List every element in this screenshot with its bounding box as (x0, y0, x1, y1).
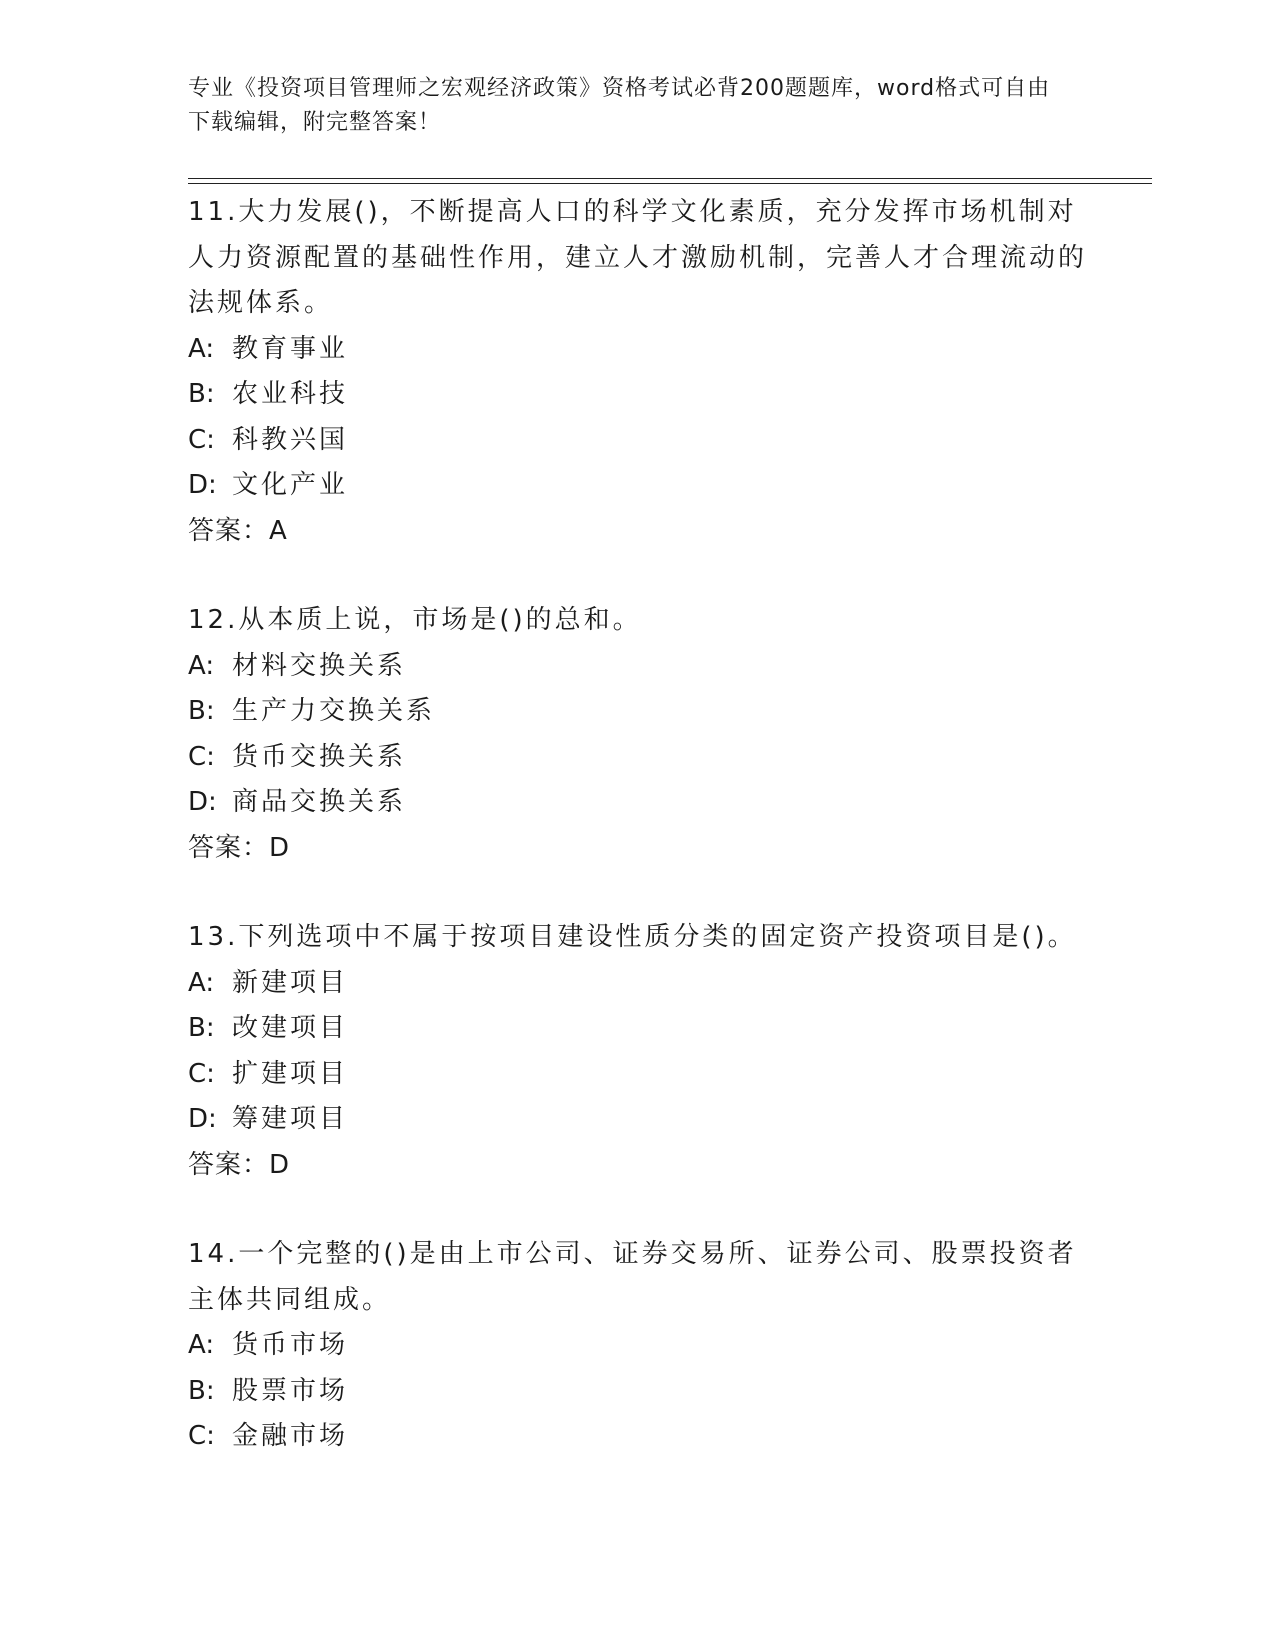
option-c (188, 735, 1088, 781)
option-text: 筹建项目 (232, 1104, 349, 1134)
option-text: 金融市场 (232, 1421, 349, 1451)
document-header: 专业《投资项目管理师之宏观经济政策》资格考试必背200题题库，word格式可自由下载编辑，附完整答案！ (188, 76, 1051, 135)
option-text: 货币交换关系 (232, 741, 407, 772)
answer-text: 答案：D (188, 1149, 291, 1180)
option-letter: B: (188, 379, 215, 409)
option-text: 生产力交换关系 (232, 696, 436, 726)
option-text: 改建项目 (232, 1013, 349, 1043)
option-text: 扩建项目 (232, 1058, 349, 1089)
option-letter: C: (188, 1058, 215, 1089)
question-text: 13.下列选项中不属于按项目建设性质分类的固定资产投资项目是()。 (188, 922, 1077, 952)
option-d (188, 780, 1088, 826)
option-text: 商品交换关系 (232, 787, 407, 817)
option-text: 农业科技 (232, 379, 349, 409)
option-a (188, 644, 1088, 690)
option-letter: D: (188, 1104, 217, 1134)
option-letter: C: (188, 741, 215, 772)
option-b (188, 372, 1088, 418)
option-a (188, 327, 1088, 373)
question-list (188, 190, 1088, 1504)
question-13 (188, 915, 1088, 1188)
option-letter: D: (188, 787, 217, 817)
answer-text: 答案：D (188, 832, 291, 863)
option-b (188, 689, 1088, 735)
option-text: 科教兴国 (232, 424, 349, 455)
option-b (188, 1369, 1088, 1415)
answer-text: 答案：A (188, 515, 288, 546)
option-d (188, 463, 1088, 509)
header-divider-top (188, 178, 1152, 179)
option-d (188, 1097, 1088, 1143)
question-text: 14.一个完整的()是由上市公司、证券交易所、证券公司、股票投资者主体共同组成。 (188, 1239, 1077, 1315)
option-letter: C: (188, 424, 215, 455)
option-letter: C: (188, 1421, 215, 1451)
option-letter: B: (188, 1375, 215, 1406)
option-text: 货币市场 (232, 1330, 349, 1360)
question-14 (188, 1232, 1088, 1460)
option-letter: A: (188, 1330, 215, 1360)
question-11 (188, 190, 1088, 554)
option-c (188, 1414, 1088, 1460)
question-text: 11.大力发展()，不断提高人口的科学文化素质，充分发挥市场机制对人力资源配置的基础性作用，建立人才激励机制，完善人才合理流动的法规体系。 (188, 197, 1088, 318)
option-letter: D: (188, 470, 217, 500)
question-text: 12.从本质上说，市场是()的总和。 (188, 605, 642, 635)
option-text: 股票市场 (232, 1375, 349, 1406)
option-c (188, 1052, 1088, 1098)
header-divider-bottom (188, 183, 1152, 184)
option-b (188, 1006, 1088, 1052)
option-letter: B: (188, 696, 215, 726)
option-text: 教育事业 (232, 333, 349, 364)
option-letter: A: (188, 967, 215, 998)
option-letter: A: (188, 650, 215, 681)
option-a (188, 961, 1088, 1007)
option-letter: B: (188, 1013, 215, 1043)
option-text: 文化产业 (232, 470, 349, 500)
option-a (188, 1323, 1088, 1369)
option-letter: A: (188, 333, 215, 364)
question-12 (188, 598, 1088, 871)
option-text: 新建项目 (232, 967, 349, 998)
option-c (188, 418, 1088, 464)
option-text: 材料交换关系 (232, 650, 407, 681)
